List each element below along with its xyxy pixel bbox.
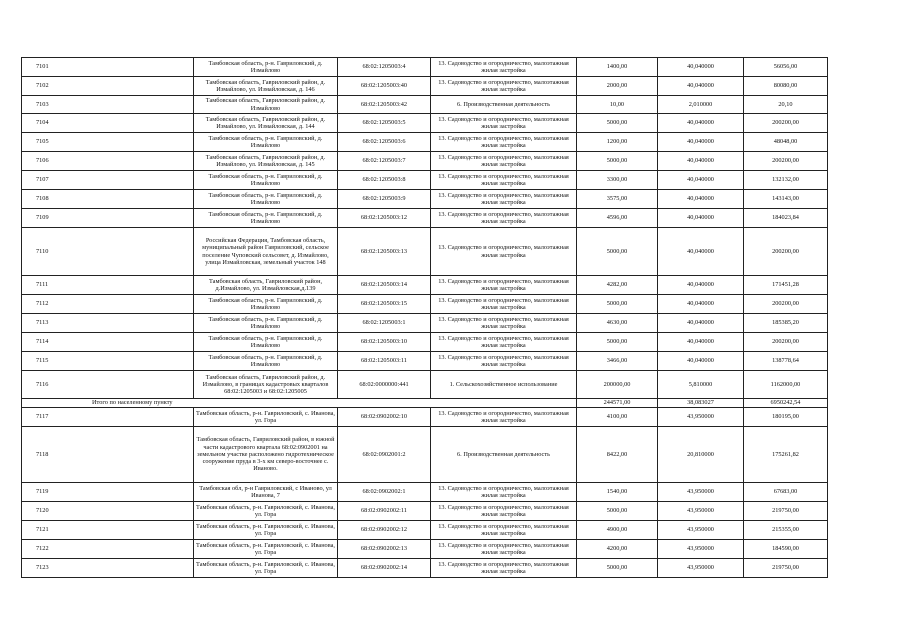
address-cell: Тамбовская область, р-н. Гавриловский, д. Измайлово (194, 352, 338, 371)
area-cell: 5000,00 (577, 559, 658, 578)
cadastral-value-cell: 200200,00 (744, 152, 828, 171)
rate-cell: 43,950000 (658, 502, 744, 521)
row-number-cell: 7116 (22, 371, 194, 399)
cadastral-value-cell: 1162000,00 (744, 371, 828, 399)
area-cell: 10,00 (577, 96, 658, 114)
table-row (22, 371, 828, 399)
cadastral-number-cell: 68:02:1205003:1 (338, 314, 431, 333)
address-cell: Тамбовская область, Гавриловский район, д. Измайлово, ул. Измайловская, д. 146 (194, 77, 338, 96)
area-cell: 3300,00 (577, 171, 658, 190)
rate-cell: 40,040000 (658, 77, 744, 96)
cadastral-number-cell: 68:02:0902002:13 (338, 540, 431, 559)
cadastral-value-cell: 200200,00 (744, 228, 828, 276)
area-cell: 8422,00 (577, 427, 658, 483)
cadastral-value-cell: 56056,00 (744, 58, 828, 77)
land-parcels-table (21, 57, 828, 578)
table-row (22, 96, 828, 114)
row-number-cell: 7108 (22, 190, 194, 209)
area-cell: 2000,00 (577, 77, 658, 96)
cadastral-number-cell: 68:02:1205003:13 (338, 228, 431, 276)
cadastral-value-cell: 80080,00 (744, 77, 828, 96)
row-number-cell: 7115 (22, 352, 194, 371)
table-row (22, 559, 828, 578)
total-row (22, 399, 828, 408)
area-cell: 1400,00 (577, 58, 658, 77)
area-cell: 5000,00 (577, 228, 658, 276)
address-cell: Тамбовская область, р-н. Гавриловский, д. Измайлово (194, 190, 338, 209)
area-cell: 5000,00 (577, 502, 658, 521)
cadastral-number-cell: 68:02:0000000:441 (338, 371, 431, 399)
rate-cell: 40,040000 (658, 314, 744, 333)
land-use-cell: 6. Производственная деятельность (431, 427, 577, 483)
land-use-cell: 13. Садоводство и огородничество, малоэтажная жилая застройка (431, 540, 577, 559)
land-use-cell: 13. Садоводство и огородничество, малоэтажная жилая застройка (431, 559, 577, 578)
land-use-cell: 13. Садоводство и огородничество, малоэтажная жилая застройка (431, 276, 577, 295)
land-use-cell: 13. Садоводство и огородничество, малоэтажная жилая застройка (431, 521, 577, 540)
row-number-cell: 7111 (22, 276, 194, 295)
total-label-cell: Итого по населенному пункту (22, 399, 577, 408)
cadastral-value-cell: 200200,00 (744, 114, 828, 133)
cadastral-value-cell: 143143,00 (744, 190, 828, 209)
cadastral-value-cell: 215355,00 (744, 521, 828, 540)
cadastral-number-cell: 68:02:1205003:11 (338, 352, 431, 371)
land-use-cell: 1. Сельскохозяйственное использование (431, 371, 577, 399)
row-number-cell: 7119 (22, 483, 194, 502)
area-cell: 1540,00 (577, 483, 658, 502)
total-rate-cell: 38,083027 (658, 399, 744, 408)
cadastral-number-cell: 68:02:1205003:8 (338, 171, 431, 190)
area-cell: 200000,00 (577, 371, 658, 399)
table-row (22, 502, 828, 521)
rate-cell: 40,040000 (658, 152, 744, 171)
rate-cell: 2,010000 (658, 96, 744, 114)
area-cell: 3575,00 (577, 190, 658, 209)
address-cell: Тамбовская область, Гавриловский район, д. Измайлово, ул. Измайловская, д. 144 (194, 114, 338, 133)
land-use-cell: 13. Садоводство и огородничество, малоэтажная жилая застройка (431, 152, 577, 171)
land-use-cell: 13. Садоводство и огородничество, малоэтажная жилая застройка (431, 352, 577, 371)
rate-cell: 40,040000 (658, 276, 744, 295)
row-number-cell: 7120 (22, 502, 194, 521)
area-cell: 5000,00 (577, 333, 658, 352)
row-number-cell: 7103 (22, 96, 194, 114)
table-row (22, 352, 828, 371)
rate-cell: 43,950000 (658, 521, 744, 540)
area-cell: 4900,00 (577, 521, 658, 540)
land-use-cell: 13. Садоводство и огородничество, малоэтажная жилая застройка (431, 114, 577, 133)
table-row (22, 427, 828, 483)
cadastral-number-cell: 68:02:1205003:5 (338, 114, 431, 133)
row-number-cell: 7110 (22, 228, 194, 276)
cadastral-number-cell: 68:02:1205003:15 (338, 295, 431, 314)
cadastral-value-cell: 180195,00 (744, 408, 828, 427)
row-number-cell: 7105 (22, 133, 194, 152)
cadastral-number-cell: 68:02:0902002:1 (338, 483, 431, 502)
address-cell: Тамбовская область, р-н. Гавриловский, с. Иванова, ул. Гора (194, 540, 338, 559)
address-cell: Тамбовская область, р-н. Гавриловский, с. Иванова, ул. Гора (194, 502, 338, 521)
address-cell: Тамбовская область, Гавриловский район, д. Измайлово (194, 96, 338, 114)
cadastral-value-cell: 175261,82 (744, 427, 828, 483)
address-cell: Тамбовская область, Гавриловский район, д. Измайлово, ул. Измайловская, д. 145 (194, 152, 338, 171)
table-row (22, 540, 828, 559)
cadastral-number-cell: 68:02:1205003:6 (338, 133, 431, 152)
rate-cell: 40,040000 (658, 58, 744, 77)
land-use-cell: 13. Садоводство и огородничество, малоэтажная жилая застройка (431, 502, 577, 521)
row-number-cell: 7118 (22, 427, 194, 483)
row-number-cell: 7121 (22, 521, 194, 540)
cadastral-number-cell: 68:02:1205003:40 (338, 77, 431, 96)
address-cell: Тамбовская область, р-н. Гавриловский, д. Измайлово (194, 133, 338, 152)
cadastral-number-cell: 68:02:1205003:12 (338, 209, 431, 228)
table-row (22, 228, 828, 276)
row-number-cell: 7123 (22, 559, 194, 578)
table-row (22, 483, 828, 502)
table-row (22, 333, 828, 352)
cadastral-value-cell: 184590,00 (744, 540, 828, 559)
table-row (22, 190, 828, 209)
cadastral-value-cell: 185385,20 (744, 314, 828, 333)
land-use-cell: 13. Садоводство и огородничество, малоэтажная жилая застройка (431, 58, 577, 77)
address-cell: Тамбовская область, р-н. Гавриловский, д. Измайлово (194, 314, 338, 333)
document-page (21, 57, 827, 578)
rate-cell: 40,040000 (658, 333, 744, 352)
table-row (22, 408, 828, 427)
cadastral-number-cell: 68:02:1205003:9 (338, 190, 431, 209)
area-cell: 1200,00 (577, 133, 658, 152)
area-cell: 4200,00 (577, 540, 658, 559)
table-row (22, 314, 828, 333)
rate-cell: 40,040000 (658, 133, 744, 152)
cadastral-value-cell: 171451,28 (744, 276, 828, 295)
land-use-cell: 13. Садоводство и огородничество, малоэтажная жилая застройка (431, 295, 577, 314)
land-use-cell: 13. Садоводство и огородничество, малоэтажная жилая застройка (431, 133, 577, 152)
address-cell: Тамбовская область, р-н. Гавриловский, д. Измайлово (194, 295, 338, 314)
table-row (22, 133, 828, 152)
cadastral-number-cell: 68:02:1205003:7 (338, 152, 431, 171)
cadastral-number-cell: 68:02:0902002:11 (338, 502, 431, 521)
cadastral-value-cell: 200200,00 (744, 295, 828, 314)
cadastral-value-cell: 48048,00 (744, 133, 828, 152)
land-use-cell: 13. Садоводство и огородничество, малоэтажная жилая застройка (431, 77, 577, 96)
table-row (22, 295, 828, 314)
area-cell: 4596,00 (577, 209, 658, 228)
address-cell: Тамбовская область, р-н. Гавриловский, с. Иванова, ул. Гора (194, 521, 338, 540)
land-use-cell: 13. Садоводство и огородничество, малоэтажная жилая застройка (431, 483, 577, 502)
row-number-cell: 7122 (22, 540, 194, 559)
rate-cell: 40,040000 (658, 190, 744, 209)
address-cell: Тамбовская область, Гавриловский район, д.Измайлово, ул. Измайловская,д.139 (194, 276, 338, 295)
rate-cell: 40,040000 (658, 352, 744, 371)
land-use-cell: 13. Садоводство и огородничество, малоэтажная жилая застройка (431, 228, 577, 276)
total-area-cell: 244571,00 (577, 399, 658, 408)
table-body (22, 58, 828, 578)
address-cell: Тамбовская область, р-н. Гавриловский, с. Иванова, ул. Гора (194, 408, 338, 427)
cadastral-number-cell: 68:02:0902002:10 (338, 408, 431, 427)
row-number-cell: 7112 (22, 295, 194, 314)
table-row (22, 58, 828, 77)
land-use-cell: 13. Садоводство и огородничество, малоэтажная жилая застройка (431, 408, 577, 427)
row-number-cell: 7107 (22, 171, 194, 190)
rate-cell: 40,040000 (658, 209, 744, 228)
row-number-cell: 7113 (22, 314, 194, 333)
address-cell: Тамбовская область, р-н. Гавриловский, с. Иванова, ул. Гора (194, 559, 338, 578)
rate-cell: 40,040000 (658, 295, 744, 314)
area-cell: 4630,00 (577, 314, 658, 333)
rate-cell: 20,810000 (658, 427, 744, 483)
table-row (22, 77, 828, 96)
cadastral-number-cell: 68:02:1205003:14 (338, 276, 431, 295)
row-number-cell: 7114 (22, 333, 194, 352)
area-cell: 4100,00 (577, 408, 658, 427)
total-value-cell: 6950242,54 (744, 399, 828, 408)
table-row (22, 276, 828, 295)
cadastral-number-cell: 68:02:0902002:14 (338, 559, 431, 578)
rate-cell: 43,950000 (658, 540, 744, 559)
cadastral-number-cell: 68:02:1205003:10 (338, 333, 431, 352)
cadastral-value-cell: 219750,00 (744, 502, 828, 521)
land-use-cell: 6. Производственная деятельность (431, 96, 577, 114)
address-cell: Тамбовская область, р-н. Гавриловский, д. Измайлово (194, 171, 338, 190)
rate-cell: 5,810000 (658, 371, 744, 399)
table-row (22, 114, 828, 133)
row-number-cell: 7101 (22, 58, 194, 77)
address-cell: Тамбовская обл, р-н Гавриловский, с Иваново, ул Иванова, 7 (194, 483, 338, 502)
row-number-cell: 7109 (22, 209, 194, 228)
cadastral-value-cell: 132132,00 (744, 171, 828, 190)
row-number-cell: 7104 (22, 114, 194, 133)
area-cell: 5000,00 (577, 152, 658, 171)
cadastral-number-cell: 68:02:1205003:42 (338, 96, 431, 114)
area-cell: 5000,00 (577, 114, 658, 133)
land-use-cell: 13. Садоводство и огородничество, малоэтажная жилая застройка (431, 314, 577, 333)
rate-cell: 43,950000 (658, 559, 744, 578)
table-row (22, 152, 828, 171)
cadastral-number-cell: 68:02:0902001:2 (338, 427, 431, 483)
cadastral-value-cell: 138778,64 (744, 352, 828, 371)
table-row (22, 209, 828, 228)
rate-cell: 40,040000 (658, 228, 744, 276)
rate-cell: 43,950000 (658, 483, 744, 502)
address-cell: Тамбовская область, Гавриловский район, д. Измайлово, в границах кадастровых кварталов 68:02:1205003 и 68:02:1205005 (194, 371, 338, 399)
address-cell: Тамбовская область, Гавриловский район, в южной части кадастрового квартала 68:02:0902001 на земельном участке расположено гидротехническое сооружение пруда в 3-х км северо-восточнее с. Иваново. (194, 427, 338, 483)
row-number-cell: 7102 (22, 77, 194, 96)
address-cell: Тамбовская область, р-н. Гавриловский, д. Измайлово (194, 58, 338, 77)
land-use-cell: 13. Садоводство и огородничество, малоэтажная жилая застройка (431, 190, 577, 209)
cadastral-value-cell: 20,10 (744, 96, 828, 114)
area-cell: 5000,00 (577, 295, 658, 314)
area-cell: 3466,00 (577, 352, 658, 371)
row-number-cell: 7106 (22, 152, 194, 171)
cadastral-number-cell: 68:02:1205003:4 (338, 58, 431, 77)
address-cell: Тамбовская область, р-н. Гавриловский, д. Измайлово (194, 333, 338, 352)
rate-cell: 40,040000 (658, 114, 744, 133)
cadastral-value-cell: 184023,84 (744, 209, 828, 228)
land-use-cell: 13. Садоводство и огородничество, малоэтажная жилая застройка (431, 333, 577, 352)
table-row (22, 171, 828, 190)
address-cell: Российская Федерация, Тамбовская область, муниципальный район Гавриловский, сельское поселение Чуповский сельсовет, д. Измайлово, улица Измайловская, земельный участок 148 (194, 228, 338, 276)
address-cell: Тамбовская область, р-н. Гавриловский, д. Измайлово (194, 209, 338, 228)
row-number-cell: 7117 (22, 408, 194, 427)
cadastral-number-cell: 68:02:0902002:12 (338, 521, 431, 540)
cadastral-value-cell: 200200,00 (744, 333, 828, 352)
cadastral-value-cell: 67683,00 (744, 483, 828, 502)
land-use-cell: 13. Садоводство и огородничество, малоэтажная жилая застройка (431, 171, 577, 190)
rate-cell: 43,950000 (658, 408, 744, 427)
land-use-cell: 13. Садоводство и огородничество, малоэтажная жилая застройка (431, 209, 577, 228)
table-row (22, 521, 828, 540)
rate-cell: 40,040000 (658, 171, 744, 190)
area-cell: 4282,00 (577, 276, 658, 295)
cadastral-value-cell: 219750,00 (744, 559, 828, 578)
